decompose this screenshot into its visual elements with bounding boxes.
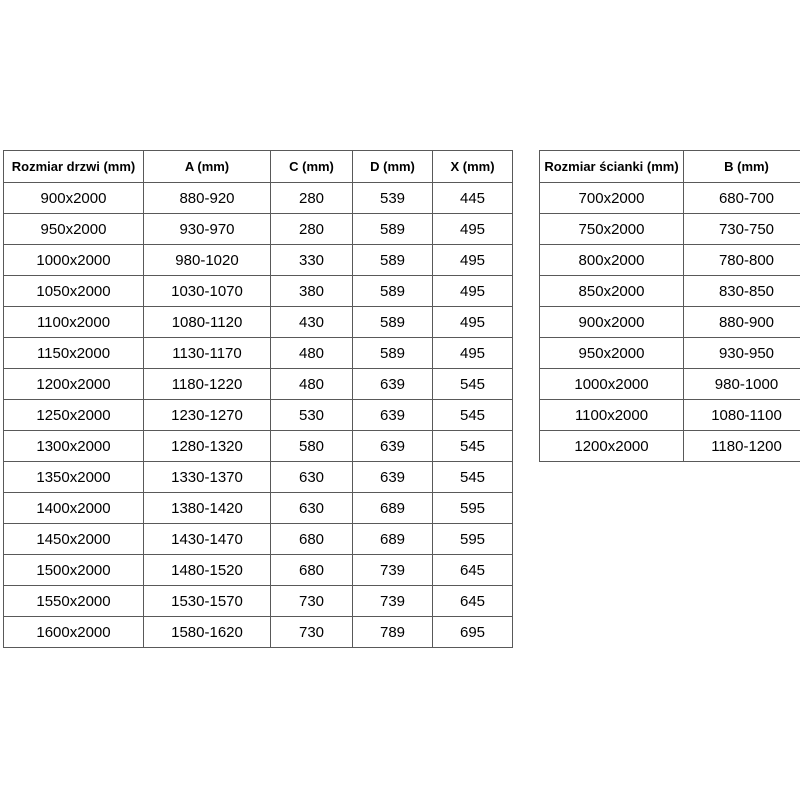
header-row — [540, 151, 800, 183]
column-header: C (mm) — [271, 151, 353, 183]
table-row — [540, 338, 800, 369]
data-cell: 539 — [353, 183, 433, 214]
column-header: D (mm) — [353, 151, 433, 183]
data-cell: 589 — [353, 307, 433, 338]
data-cell: 595 — [433, 524, 513, 555]
table-row — [540, 183, 800, 214]
data-cell: 680 — [271, 524, 353, 555]
data-cell: 1130-1170 — [144, 338, 271, 369]
data-cell: 589 — [353, 245, 433, 276]
wall-size-table — [539, 150, 800, 462]
data-cell: 495 — [433, 276, 513, 307]
data-cell: 880-900 — [684, 307, 800, 338]
data-cell: 1080-1120 — [144, 307, 271, 338]
table-row — [540, 214, 800, 245]
door-size-table — [3, 150, 513, 648]
data-cell: 545 — [433, 431, 513, 462]
data-cell: 1580-1620 — [144, 617, 271, 648]
column-header: X (mm) — [433, 151, 513, 183]
data-cell: 630 — [271, 493, 353, 524]
data-cell: 639 — [353, 400, 433, 431]
column-header: A (mm) — [144, 151, 271, 183]
data-cell: 1530-1570 — [144, 586, 271, 617]
table-row — [540, 245, 800, 276]
data-cell: 800x2000 — [540, 245, 684, 276]
table-row — [4, 586, 513, 617]
table-row — [4, 183, 513, 214]
data-cell: 1200x2000 — [540, 431, 684, 462]
data-cell: 930-970 — [144, 214, 271, 245]
data-cell: 1400x2000 — [4, 493, 144, 524]
data-cell: 880-920 — [144, 183, 271, 214]
data-cell: 1250x2000 — [4, 400, 144, 431]
header-row — [4, 151, 513, 183]
data-cell: 930-950 — [684, 338, 800, 369]
data-cell: 430 — [271, 307, 353, 338]
data-cell: 645 — [433, 586, 513, 617]
table-row — [4, 431, 513, 462]
data-cell: 495 — [433, 338, 513, 369]
data-cell: 495 — [433, 307, 513, 338]
data-cell: 1050x2000 — [4, 276, 144, 307]
data-cell: 1000x2000 — [4, 245, 144, 276]
data-cell: 980-1000 — [684, 369, 800, 400]
data-cell: 1480-1520 — [144, 555, 271, 586]
data-cell: 495 — [433, 245, 513, 276]
table-row — [4, 369, 513, 400]
table-row — [540, 431, 800, 462]
data-cell: 689 — [353, 493, 433, 524]
column-header: Rozmiar drzwi (mm) — [4, 151, 144, 183]
table-row — [540, 307, 800, 338]
data-cell: 639 — [353, 369, 433, 400]
data-cell: 1030-1070 — [144, 276, 271, 307]
data-cell: 580 — [271, 431, 353, 462]
data-cell: 1080-1100 — [684, 400, 800, 431]
table-row — [4, 400, 513, 431]
table-row — [4, 214, 513, 245]
data-cell: 639 — [353, 431, 433, 462]
data-cell: 730-750 — [684, 214, 800, 245]
data-cell: 689 — [353, 524, 433, 555]
data-cell: 1330-1370 — [144, 462, 271, 493]
data-cell: 1180-1200 — [684, 431, 800, 462]
data-cell: 1550x2000 — [4, 586, 144, 617]
data-cell: 739 — [353, 586, 433, 617]
table-row — [4, 617, 513, 648]
data-cell: 980-1020 — [144, 245, 271, 276]
data-cell: 700x2000 — [540, 183, 684, 214]
data-cell: 739 — [353, 555, 433, 586]
table-row — [4, 493, 513, 524]
data-cell: 750x2000 — [540, 214, 684, 245]
data-cell: 280 — [271, 214, 353, 245]
data-cell: 480 — [271, 369, 353, 400]
data-cell: 1100x2000 — [4, 307, 144, 338]
data-cell: 780-800 — [684, 245, 800, 276]
data-cell: 1600x2000 — [4, 617, 144, 648]
data-cell: 1150x2000 — [4, 338, 144, 369]
data-cell: 830-850 — [684, 276, 800, 307]
data-cell: 1230-1270 — [144, 400, 271, 431]
table-row — [4, 338, 513, 369]
table-row — [540, 400, 800, 431]
data-cell: 589 — [353, 214, 433, 245]
table-row — [4, 245, 513, 276]
data-cell: 950x2000 — [540, 338, 684, 369]
data-cell: 950x2000 — [4, 214, 144, 245]
table-row — [4, 307, 513, 338]
data-cell: 695 — [433, 617, 513, 648]
data-cell: 645 — [433, 555, 513, 586]
data-cell: 1300x2000 — [4, 431, 144, 462]
data-cell: 1380-1420 — [144, 493, 271, 524]
data-cell: 789 — [353, 617, 433, 648]
data-cell: 595 — [433, 493, 513, 524]
data-cell: 545 — [433, 369, 513, 400]
data-cell: 530 — [271, 400, 353, 431]
data-cell: 900x2000 — [540, 307, 684, 338]
data-cell: 630 — [271, 462, 353, 493]
data-cell: 380 — [271, 276, 353, 307]
data-cell: 1430-1470 — [144, 524, 271, 555]
data-cell: 639 — [353, 462, 433, 493]
data-cell: 1500x2000 — [4, 555, 144, 586]
data-cell: 1100x2000 — [540, 400, 684, 431]
table-row — [4, 276, 513, 307]
data-cell: 1280-1320 — [144, 431, 271, 462]
data-cell: 545 — [433, 400, 513, 431]
data-cell: 680-700 — [684, 183, 800, 214]
data-cell: 545 — [433, 462, 513, 493]
table-row — [4, 555, 513, 586]
data-cell: 280 — [271, 183, 353, 214]
data-cell: 1200x2000 — [4, 369, 144, 400]
data-cell: 730 — [271, 586, 353, 617]
table-row — [4, 524, 513, 555]
table-row — [4, 462, 513, 493]
data-cell: 445 — [433, 183, 513, 214]
data-cell: 1350x2000 — [4, 462, 144, 493]
table-row — [540, 369, 800, 400]
data-cell: 850x2000 — [540, 276, 684, 307]
data-cell: 730 — [271, 617, 353, 648]
data-cell: 1000x2000 — [540, 369, 684, 400]
data-cell: 589 — [353, 338, 433, 369]
data-cell: 330 — [271, 245, 353, 276]
column-header: B (mm) — [684, 151, 800, 183]
data-cell: 1180-1220 — [144, 369, 271, 400]
data-cell: 589 — [353, 276, 433, 307]
data-cell: 495 — [433, 214, 513, 245]
table-row — [540, 276, 800, 307]
data-cell: 480 — [271, 338, 353, 369]
data-cell: 900x2000 — [4, 183, 144, 214]
column-header: Rozmiar ścianki (mm) — [540, 151, 684, 183]
data-cell: 1450x2000 — [4, 524, 144, 555]
data-cell: 680 — [271, 555, 353, 586]
